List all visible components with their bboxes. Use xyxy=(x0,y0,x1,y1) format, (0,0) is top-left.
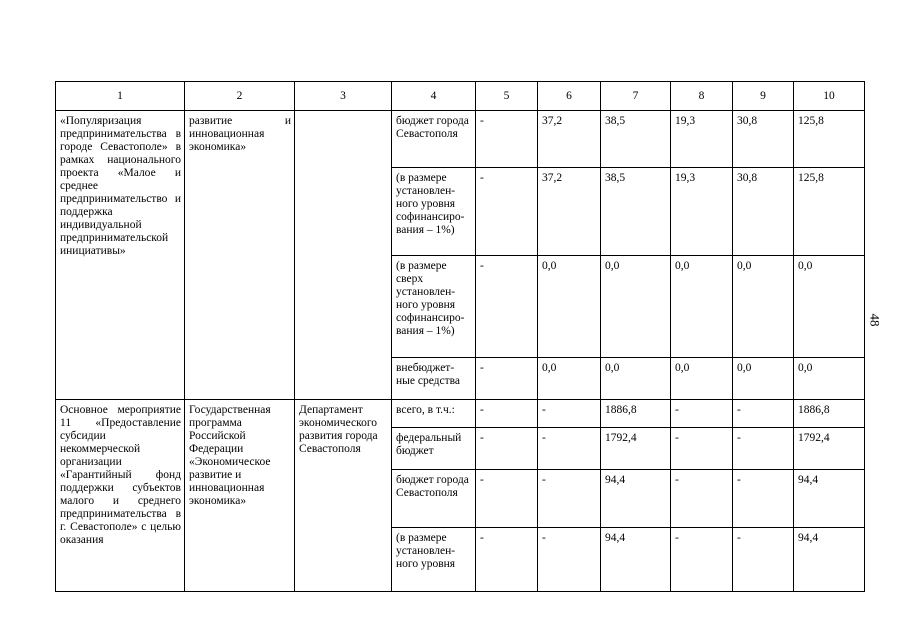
funding-source: (в размере установлен-ного уровня xyxy=(392,528,476,592)
value-cell: 0,0 xyxy=(733,256,794,358)
header-cell: 5 xyxy=(476,82,538,111)
funding-source: федеральный бюджет xyxy=(392,428,476,470)
value-cell: 19,3 xyxy=(671,111,733,168)
value-cell: - xyxy=(733,470,794,528)
value-cell: 0,0 xyxy=(671,358,733,400)
event-name: «Популяризация предпринимательства в городе Севастополе» в рамках национального проекта «Малое и среднее предпринимательство и поддержка индивидуальной предпринимательской инициативы» xyxy=(56,111,185,400)
value-cell: 0,0 xyxy=(538,256,601,358)
value-cell: 94,4 xyxy=(601,528,671,592)
value-cell: - xyxy=(733,528,794,592)
header-cell: 7 xyxy=(601,82,671,111)
header-cell: 4 xyxy=(392,82,476,111)
value-cell: - xyxy=(538,400,601,428)
funding-source: всего, в т.ч.: xyxy=(392,400,476,428)
value-cell: 125,8 xyxy=(794,168,865,256)
value-cell: - xyxy=(671,528,733,592)
program-name: развитие и инновационная экономика» xyxy=(185,111,295,400)
header-cell: 10 xyxy=(794,82,865,111)
page-number: 48 xyxy=(867,313,883,327)
value-cell: - xyxy=(671,470,733,528)
value-cell: - xyxy=(476,111,538,168)
table-row xyxy=(56,111,865,168)
value-cell: 1886,8 xyxy=(794,400,865,428)
program-name: Государственная программа Российской Федерации «Экономическое развитие и инновационная экономика» xyxy=(185,400,295,592)
value-cell: - xyxy=(476,256,538,358)
value-cell: 37,2 xyxy=(538,111,601,168)
value-cell: 30,8 xyxy=(733,168,794,256)
value-cell: 0,0 xyxy=(794,256,865,358)
value-cell: - xyxy=(733,428,794,470)
value-cell: 1886,8 xyxy=(601,400,671,428)
value-cell: 94,4 xyxy=(794,528,865,592)
value-cell: 38,5 xyxy=(601,168,671,256)
value-cell: - xyxy=(733,400,794,428)
header-cell: 1 xyxy=(56,82,185,111)
executor-name: Департамент экономического развития города Севастополя xyxy=(295,400,392,592)
funding-source: (в размере сверх установлен-ного уровня софинансиро-вания – 1%) xyxy=(392,256,476,358)
value-cell: 1792,4 xyxy=(601,428,671,470)
value-cell: 38,5 xyxy=(601,111,671,168)
table-row xyxy=(56,400,865,428)
value-cell: - xyxy=(476,168,538,256)
value-cell: - xyxy=(476,358,538,400)
value-cell: - xyxy=(538,428,601,470)
value-cell: - xyxy=(671,400,733,428)
value-cell: 0,0 xyxy=(601,256,671,358)
funding-source: (в размере установлен-ного уровня софинансиро-вания – 1%) xyxy=(392,168,476,256)
value-cell: 125,8 xyxy=(794,111,865,168)
value-cell: 94,4 xyxy=(601,470,671,528)
header-row xyxy=(56,82,865,111)
event-name: Основное мероприятие 11 «Предоставление субсидии некоммерческой организации «Гарантийный фонд поддержки субъектов малого и среднего предпринимательства в г. Севастополе» с целью оказания xyxy=(56,400,185,592)
funding-source: внебюджет-ные средства xyxy=(392,358,476,400)
value-cell: - xyxy=(476,400,538,428)
value-cell: - xyxy=(538,528,601,592)
value-cell: 19,3 xyxy=(671,168,733,256)
value-cell: 0,0 xyxy=(794,358,865,400)
value-cell: 1792,4 xyxy=(794,428,865,470)
value-cell: 0,0 xyxy=(733,358,794,400)
value-cell: - xyxy=(476,528,538,592)
header-cell: 6 xyxy=(538,82,601,111)
value-cell: 94,4 xyxy=(794,470,865,528)
header-cell: 2 xyxy=(185,82,295,111)
executor-name xyxy=(295,111,392,400)
value-cell: - xyxy=(538,470,601,528)
value-cell: 0,0 xyxy=(601,358,671,400)
value-cell: - xyxy=(671,428,733,470)
header-cell: 9 xyxy=(733,82,794,111)
funding-source: бюджет города Севастополя xyxy=(392,111,476,168)
value-cell: 0,0 xyxy=(538,358,601,400)
value-cell: 0,0 xyxy=(671,256,733,358)
value-cell: - xyxy=(476,428,538,470)
value-cell: 30,8 xyxy=(733,111,794,168)
value-cell: 37,2 xyxy=(538,168,601,256)
value-cell: - xyxy=(476,470,538,528)
funding-source: бюджет города Севастополя xyxy=(392,470,476,528)
header-cell: 3 xyxy=(295,82,392,111)
header-cell: 8 xyxy=(671,82,733,111)
funding-table xyxy=(55,81,865,592)
